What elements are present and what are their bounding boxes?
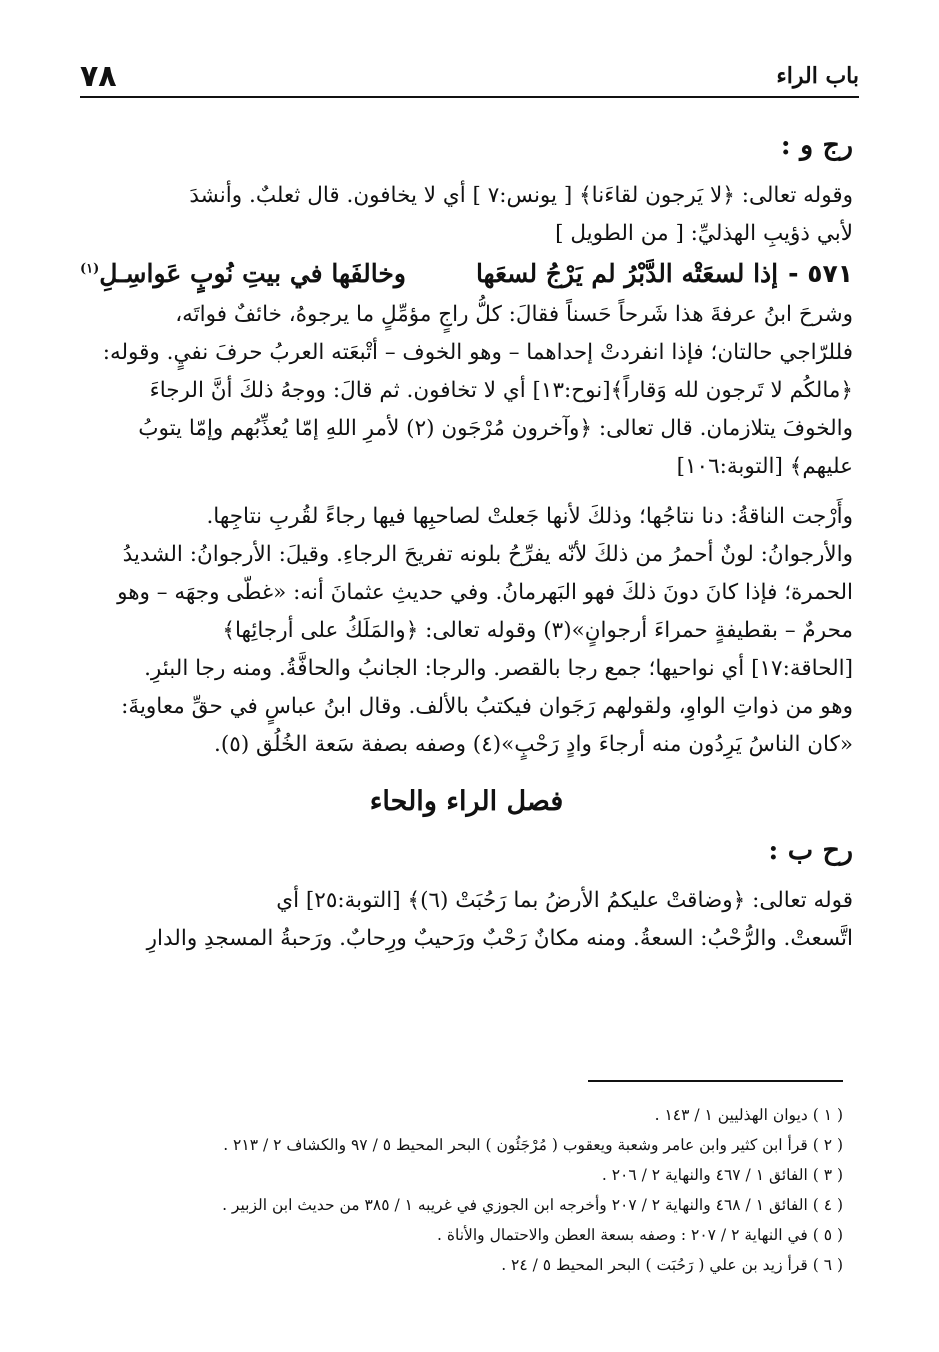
verse-number: ٥٧١ - xyxy=(788,259,853,288)
footnote-1: ( ١ ) ديوان الهذليين ١ / ١٤٣ . xyxy=(654,1106,843,1124)
commentary-paragraph-2 xyxy=(80,498,853,764)
footnotes xyxy=(90,1100,843,1280)
page-body xyxy=(80,130,853,958)
entry-heading-rjw: رج و : xyxy=(780,130,853,161)
text-line: لأبي ذؤيبِ الهذليِّ: [ من الطويل ] xyxy=(555,221,853,246)
hemistich-2: وخالفَها في بيتِ نُوبٍ عَواسِـلِ xyxy=(99,259,406,288)
text-line: فللرّاجي حالتان؛ فإذا انفردتْ إحداهما – وهو الخوف – أتْبعَته العربُ حرفَ نفيٍ. وقوله: xyxy=(102,340,853,365)
text-line: قوله تعالى: ﴿وضاقتْ عليكمُ الأرضُ بما رَحُبَتْ (٦)﴾ [التوبة:٢٥] أي xyxy=(276,888,853,913)
commentary-paragraph-1 xyxy=(80,296,853,486)
page-header xyxy=(80,56,859,98)
section-title: فصل الراء والحاء xyxy=(369,786,564,817)
footnote-ref: (١) xyxy=(80,261,100,277)
text-line: عليهم﴾ [التوبة:١٠٦] xyxy=(676,454,853,479)
text-line: والخوفَ يتلازمان. قال تعالى: ﴿وآخرون مُرْجَون (٢) لأمرِ اللهِ إمّا يُعذِّبُهم وإمّا يتوبُ xyxy=(138,416,853,441)
text-line: وهو من ذواتِ الواوِ، ولقولهم رَجَوان فيكتبُ بالألف. وقال ابنُ عباسٍ في حقِّ معاويةَ: xyxy=(121,694,853,719)
text-line: ﴿مالكُم لا تَرجون لله وَقاراً﴾[نوح:١٣] أي لا تخافون. ثم قالَ: ووجهُ ذلكَ أنَّ الرجاءَ xyxy=(149,378,853,403)
verse-second-half xyxy=(80,259,406,288)
text-line: محرمٌ – بقطيفةٍ حمراءَ أرجوانٍ»(٣) وقوله تعالى: ﴿والمَلَكُ على أرجائِها﴾ xyxy=(222,618,853,643)
chapter-title: باب الراء xyxy=(776,63,859,89)
text-line: وقوله تعالى: ﴿لا يَرجون لقاءَنا﴾ [ يونس:٧ ] أي لا يخافون. قال ثعلبٌ. وأنشدَ xyxy=(189,183,853,208)
text-line: اتَّسعتْ. والرُّحْبُ: السعةُ. ومنه مكانٌ رَحْبٌ ورَحيبٌ ورِحابٌ. ورَحبةُ المسجدِ والدارِ xyxy=(146,926,853,951)
footnote-6: ( ٦ ) قرأ زيد بن علي ( رَحُبَت ) البحر المحيط ٥ / ٢٤ . xyxy=(501,1256,843,1274)
text-line: «كان الناسُ يَرِدُون منه أرجاءَ وادٍ رَحْبٍ»(٤) وصفه بصفة سَعة الخُلُق (٥). xyxy=(214,732,853,757)
poem-verse xyxy=(80,259,853,288)
entry-heading-rhb: رح ب : xyxy=(768,835,853,866)
page-number: ٧٨ xyxy=(80,58,117,94)
footnote-divider xyxy=(588,1080,843,1082)
verse-first-half xyxy=(476,259,853,288)
entry-rhb-text xyxy=(80,882,853,958)
text-line: وأَرْجت الناقةُ: دنا نتاجُها؛ وذلكَ لأنها جَعلتْ لصاحبِها فيها رجاءً لقُربِ نتاجِها. xyxy=(206,504,853,529)
text-line: والأرجوانُ: لونٌ أحمرُ من ذلكَ لأنّه يفرِّحُ بلونه تفريحَ الرجاءِ. وقيلَ: الأرجوانُ: الشديدُ xyxy=(122,542,853,567)
paragraph-gap xyxy=(80,486,853,498)
footnote-5: ( ٥ ) في النهاية ٢ / ٢٠٧ : وصفه بسعة العطن والاحتمال والأناة . xyxy=(437,1226,843,1244)
entry-intro xyxy=(80,177,853,253)
hemistich-1: إذا لسعَتْه الدَّبْرُ لم يَرْجُ لسعَها xyxy=(475,259,779,288)
footnote-3: ( ٣ ) الفائق ١ / ٤٦٧ والنهاية ٢ / ٢٠٦ . xyxy=(601,1166,843,1184)
text-line: وشرحَ ابنُ عرفةَ هذا شَرحاً حَسناً فقالَ: كلُّ راجٍ مؤمِّلٍ ما يرجوهُ، خائفٌ فواتَه، xyxy=(175,302,853,327)
text-line: [الحاقة:١٧] أي نواحيها؛ جمع رجا بالقصر. والرجا: الجانبُ والحافَّةُ. ومنه رجا البئرِ. xyxy=(144,656,853,681)
text-line: الحمرة؛ فإذا كانَ دونَ ذلكَ فهو البَهرمانُ. وفي حديثِ عثمانَ أنه: «غطّى وجهَه – وهو xyxy=(117,580,853,605)
footnote-4: ( ٤ ) الفائق ١ / ٤٦٨ والنهاية ٢ / ٢٠٧ وأخرجه ابن الجوزي في غريبه ١ / ٣٨٥ من حديث ابن الزبير . xyxy=(222,1196,843,1214)
footnote-2: ( ٢ ) قرأ ابن كثير وابن عامر وشعبة ويعقوب ( مُرْجَئُون ) البحر المحيط ٥ / ٩٧ والكشاف ٢ / ٢١٣ . xyxy=(223,1136,843,1154)
